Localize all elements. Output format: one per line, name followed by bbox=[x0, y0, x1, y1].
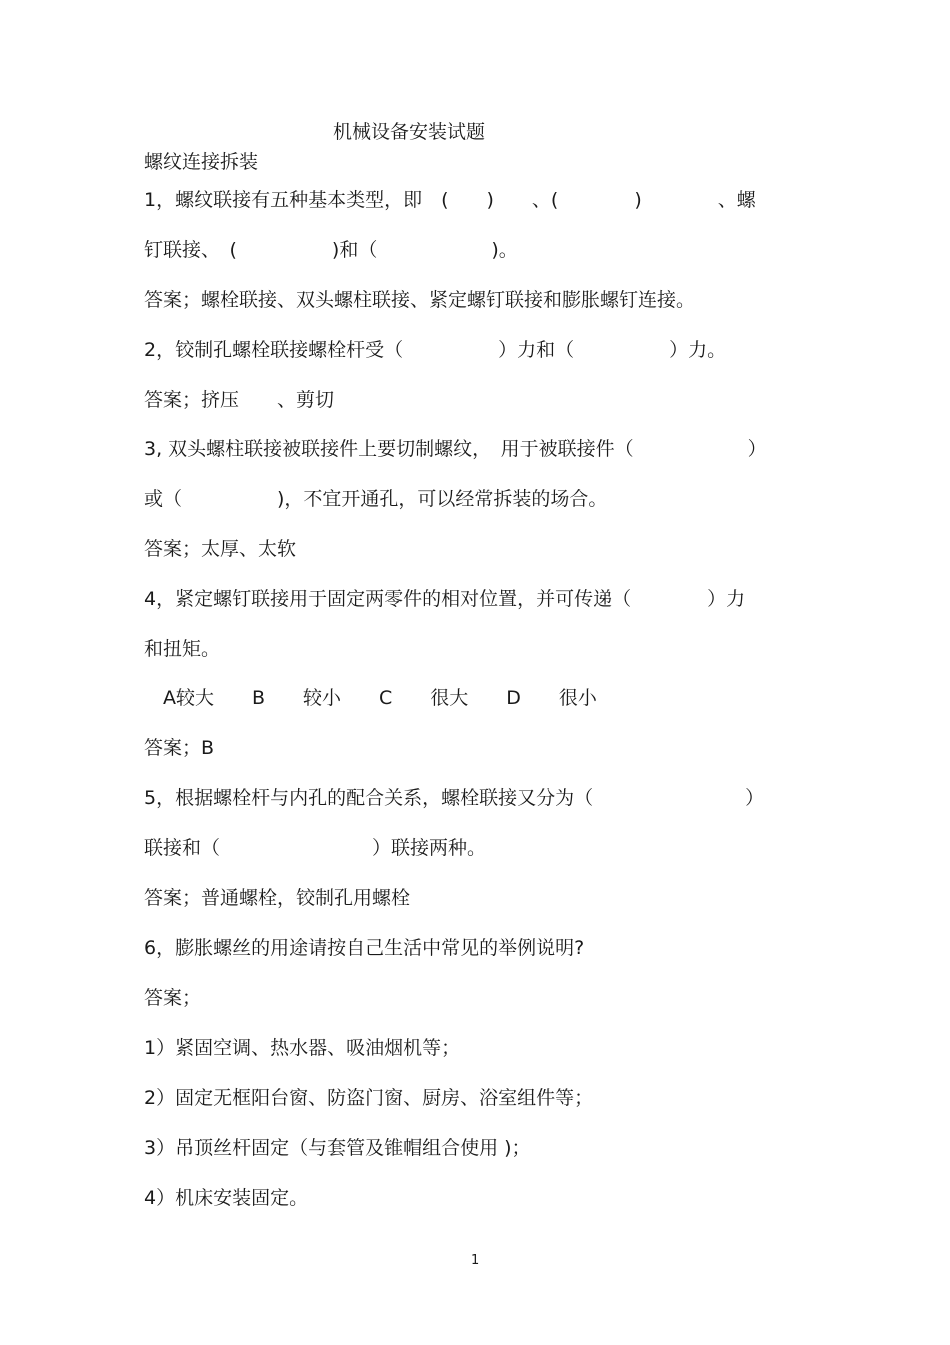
answer-line: 答案； bbox=[144, 987, 202, 1009]
list-item: 4）机床安装固定。 bbox=[144, 1187, 309, 1209]
text-line: 6，膨胀螺丝的用途请按自己生活中常见的举例说明? bbox=[144, 937, 585, 959]
answer-line: 答案；B bbox=[144, 737, 215, 759]
list-item: 1）紧固空调、热水器、吸油烟机等； bbox=[144, 1037, 461, 1059]
answer-line: 答案；螺栓联接、双头螺柱联接、紧定螺钉联接和膨胀螺钉连接。 bbox=[144, 289, 696, 311]
document-title: 机械设备安装试题 bbox=[333, 121, 486, 143]
text-line: 1，螺纹联接有五种基本类型，即 ( ) 、( ) 、螺 bbox=[144, 189, 756, 211]
text-line: 2，铰制孔螺栓联接螺栓杆受（ ）力和（ ）力。 bbox=[144, 339, 727, 361]
page-number: 1 bbox=[471, 1253, 480, 1268]
text-line: 4，紧定螺钉联接用于固定两零件的相对位置，并可传递（ ）力 bbox=[144, 588, 746, 610]
answer-line: 答案；普通螺栓，铰制孔用螺栓 bbox=[144, 887, 411, 909]
text-line: 联接和（ ）联接两种。 bbox=[144, 837, 487, 859]
options-line: A较大 B 较小 C 很大 D 很小 bbox=[144, 687, 597, 709]
text-line: 或（ )，不宜开通孔，可以经常拆装的场合。 bbox=[144, 488, 608, 510]
section-heading: 螺纹连接拆装 bbox=[144, 151, 259, 173]
text-line: 和扭矩。 bbox=[144, 638, 221, 660]
list-item: 3）吊顶丝杆固定（与套管及锥帽组合使用 )； bbox=[144, 1137, 531, 1159]
answer-line: 答案；太厚、太软 bbox=[144, 538, 297, 560]
text-line: 钉联接、 ( )和（ )。 bbox=[144, 239, 518, 261]
text-line: 3, 双头螺柱联接被联接件上要切制螺纹， 用于被联接件（ ） bbox=[144, 438, 767, 460]
list-item: 2）固定无框阳台窗、防盗门窗、厨房、浴室组件等； bbox=[144, 1087, 594, 1109]
text-line: 5，根据螺栓杆与内孔的配合关系，螺栓联接又分为（ ） bbox=[144, 787, 765, 809]
answer-line: 答案；挤压 、剪切 bbox=[144, 389, 335, 411]
